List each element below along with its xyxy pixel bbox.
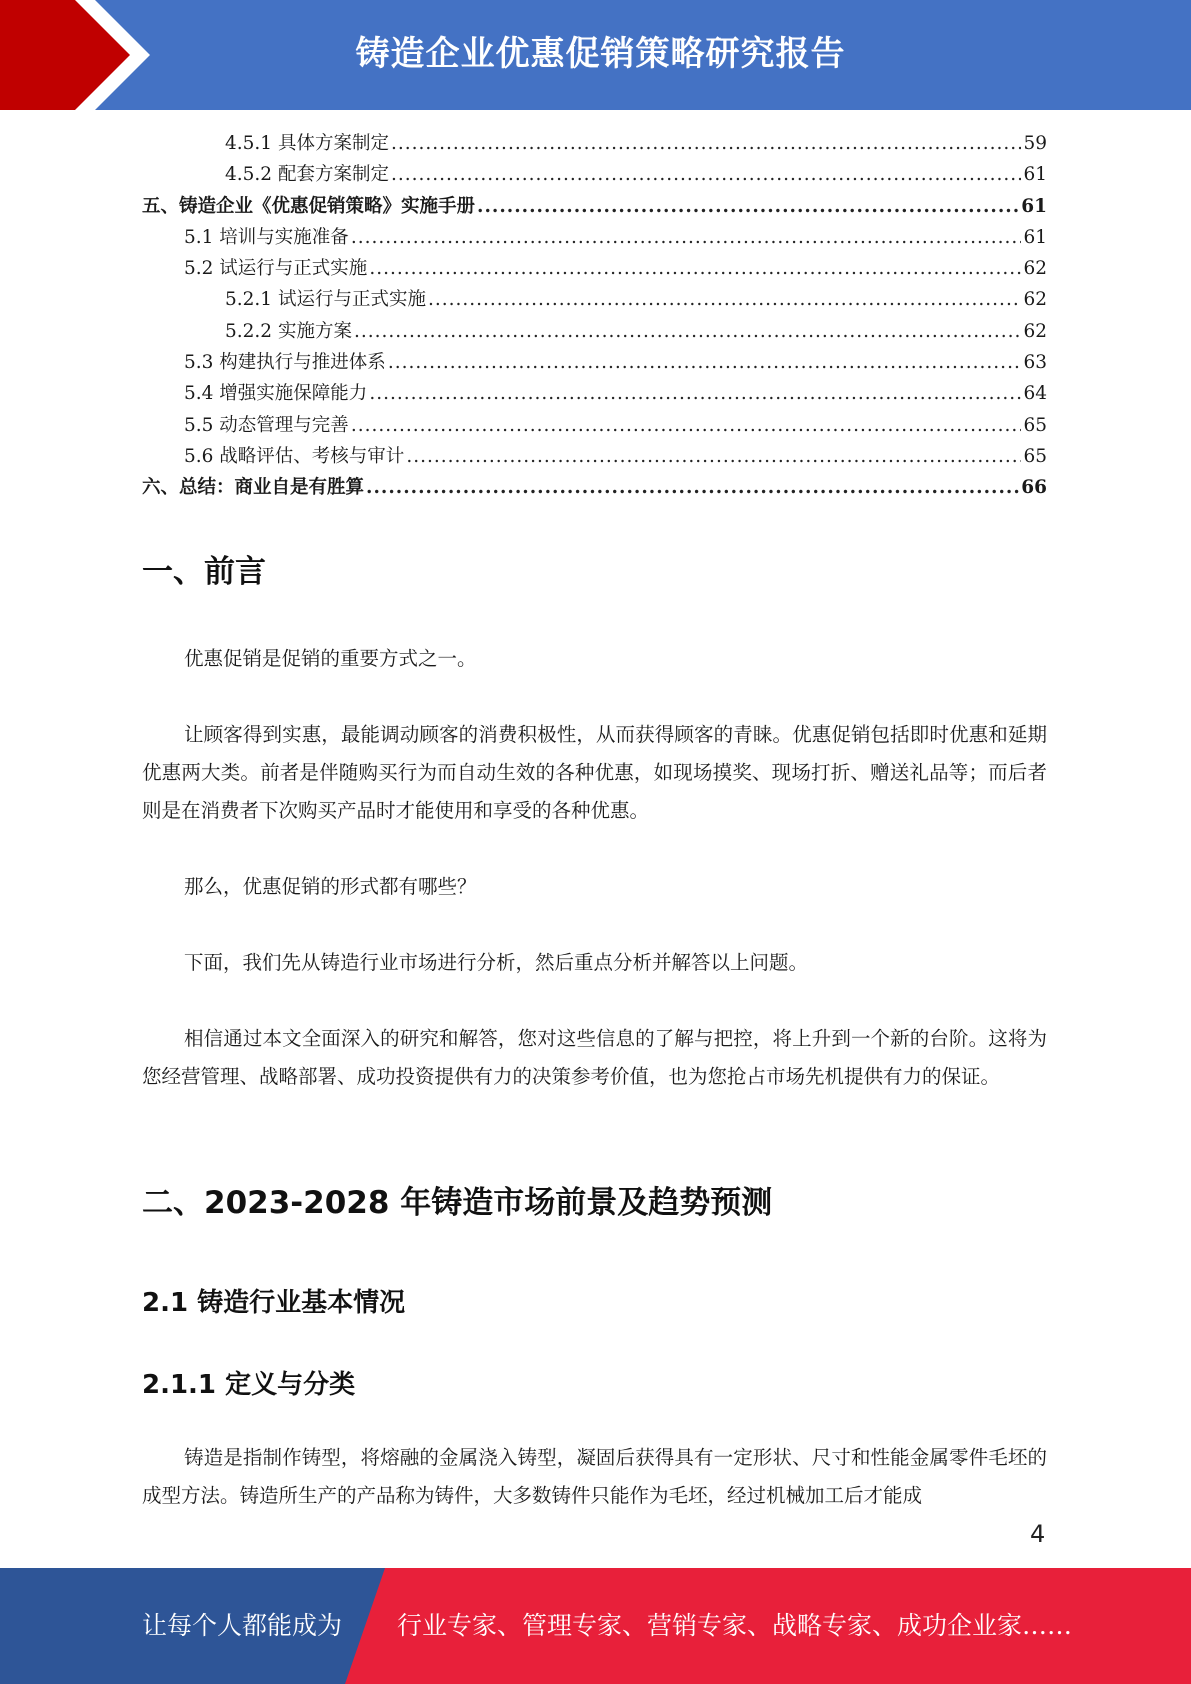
toc-leader-dots (369, 253, 1021, 284)
toc-entry-title: 5.2 试运行与正式实施 (184, 258, 368, 280)
toc-leader-dots (391, 128, 1021, 159)
toc-entry-title: 5.2.1 试运行与正式实施 (225, 289, 426, 311)
toc-entry[interactable] (142, 159, 1047, 190)
toc-entry-title: 4.5.1 具体方案制定 (225, 133, 389, 154)
toc-entry[interactable] (142, 347, 1047, 378)
toc-entry-page: 62 (1023, 258, 1047, 280)
toc-entry-page: 61 (1023, 226, 1047, 248)
toc-entry-page: 64 (1023, 383, 1047, 405)
toc-entry-page: 61 (1023, 164, 1047, 186)
section-title-market: 二、2023-2028 年铸造市场前景及趋势预测 (142, 1185, 773, 1221)
toc-leader-dots (351, 222, 1022, 253)
toc-entry-title: 五、铸造企业《优惠促销策略》实施手册 (142, 195, 476, 217)
section-title-preface: 一、前言 (142, 554, 266, 590)
toc-leader-dots (354, 316, 1022, 347)
toc-entry-page: 62 (1023, 320, 1047, 342)
toc-leader-dots (369, 378, 1021, 409)
toc-entry-title: 5.4 增强实施保障能力 (184, 383, 368, 405)
paragraph: 让顾客得到实惠，最能调动顾客的消费积极性，从而获得顾客的青睐。优惠促销包括即时优惠和延期优惠两大类。前者是伴随购买行为而自动生效的各种优惠，如现场摸奖、现场打折、赠送礼品等；而后者则是在消费者下次购买产品时才能使用和享受的各种优惠。 (142, 723, 1047, 822)
paragraph: 优惠促销是促销的重要方式之一。 (184, 647, 477, 670)
toc-leader-dots (366, 472, 1019, 503)
toc-entry[interactable] (142, 284, 1047, 315)
page-footer (0, 1568, 1191, 1684)
toc-entry-page: 63 (1023, 352, 1047, 374)
toc-entry-page: 65 (1023, 445, 1047, 467)
paragraph: 铸造是指制作铸型，将熔融的金属浇入铸型，凝固后获得具有一定形状、尺寸和性能金属零件毛坯的成型方法。铸造所生产的产品称为铸件，大多数铸件只能作为毛坯，经过机械加工后才能成 (142, 1446, 1047, 1507)
toc-entry-title: 5.5 动态管理与完善 (184, 414, 349, 436)
toc-entry[interactable] (142, 472, 1047, 503)
page-header (0, 0, 1191, 110)
subsection-title-definition: 2.1.1 定义与分类 (142, 1370, 356, 1400)
subsection-title-industry: 2.1 铸造行业基本情况 (142, 1288, 406, 1318)
toc-entry[interactable] (142, 253, 1047, 284)
toc-leader-dots (477, 191, 1019, 222)
footer-slogan-right: 行业专家、管理专家、营销专家、战略专家、成功企业家…… (397, 1611, 1073, 1640)
toc-entry-page: 62 (1023, 289, 1047, 311)
footer-slogan-left: 让每个人都能成为 (142, 1611, 343, 1640)
paragraph: 相信通过本文全面深入的研究和解答，您对这些信息的了解与把控，将上升到一个新的台阶。这将为您经营管理、战略部署、成功投资提供有力的决策参考价值，也为您抢占市场先机提供有力的保证。 (142, 1027, 1047, 1088)
toc-entry-title: 六、总结：商业自是有胜算 (142, 477, 365, 499)
toc-entry[interactable] (142, 316, 1047, 347)
paragraph: 下面，我们先从铸造行业市场进行分析，然后重点分析并解答以上问题。 (184, 951, 809, 974)
toc-entry[interactable] (142, 378, 1047, 409)
page-number: 4 (1030, 1520, 1046, 1548)
toc-leader-dots (428, 284, 1021, 315)
table-of-contents (142, 128, 1047, 504)
toc-entry-title: 5.2.2 实施方案 (225, 320, 352, 342)
toc-entry-page: 59 (1023, 133, 1047, 154)
toc-entry-page: 65 (1023, 414, 1047, 436)
toc-entry[interactable] (142, 410, 1047, 441)
toc-entry[interactable] (142, 441, 1047, 472)
toc-entry-page: 61 (1021, 195, 1047, 217)
report-title: 铸造企业优惠促销策略研究报告 (355, 34, 846, 74)
toc-entry-title: 4.5.2 配套方案制定 (225, 164, 389, 186)
toc-leader-dots (351, 410, 1022, 441)
toc-entry[interactable] (142, 222, 1047, 253)
toc-entry[interactable] (142, 128, 1047, 159)
paragraph: 那么，优惠促销的形式都有哪些？ (184, 875, 477, 898)
toc-leader-dots (406, 441, 1021, 472)
toc-entry-title: 5.3 构建执行与推进体系 (184, 352, 386, 374)
toc-leader-dots (388, 347, 1022, 378)
toc-leader-dots (391, 159, 1021, 190)
toc-entry-title: 5.6 战略评估、考核与审计 (184, 445, 405, 467)
toc-entry-page: 66 (1021, 477, 1047, 499)
toc-entry[interactable] (142, 191, 1047, 222)
toc-entry-title: 5.1 培训与实施准备 (184, 226, 349, 248)
